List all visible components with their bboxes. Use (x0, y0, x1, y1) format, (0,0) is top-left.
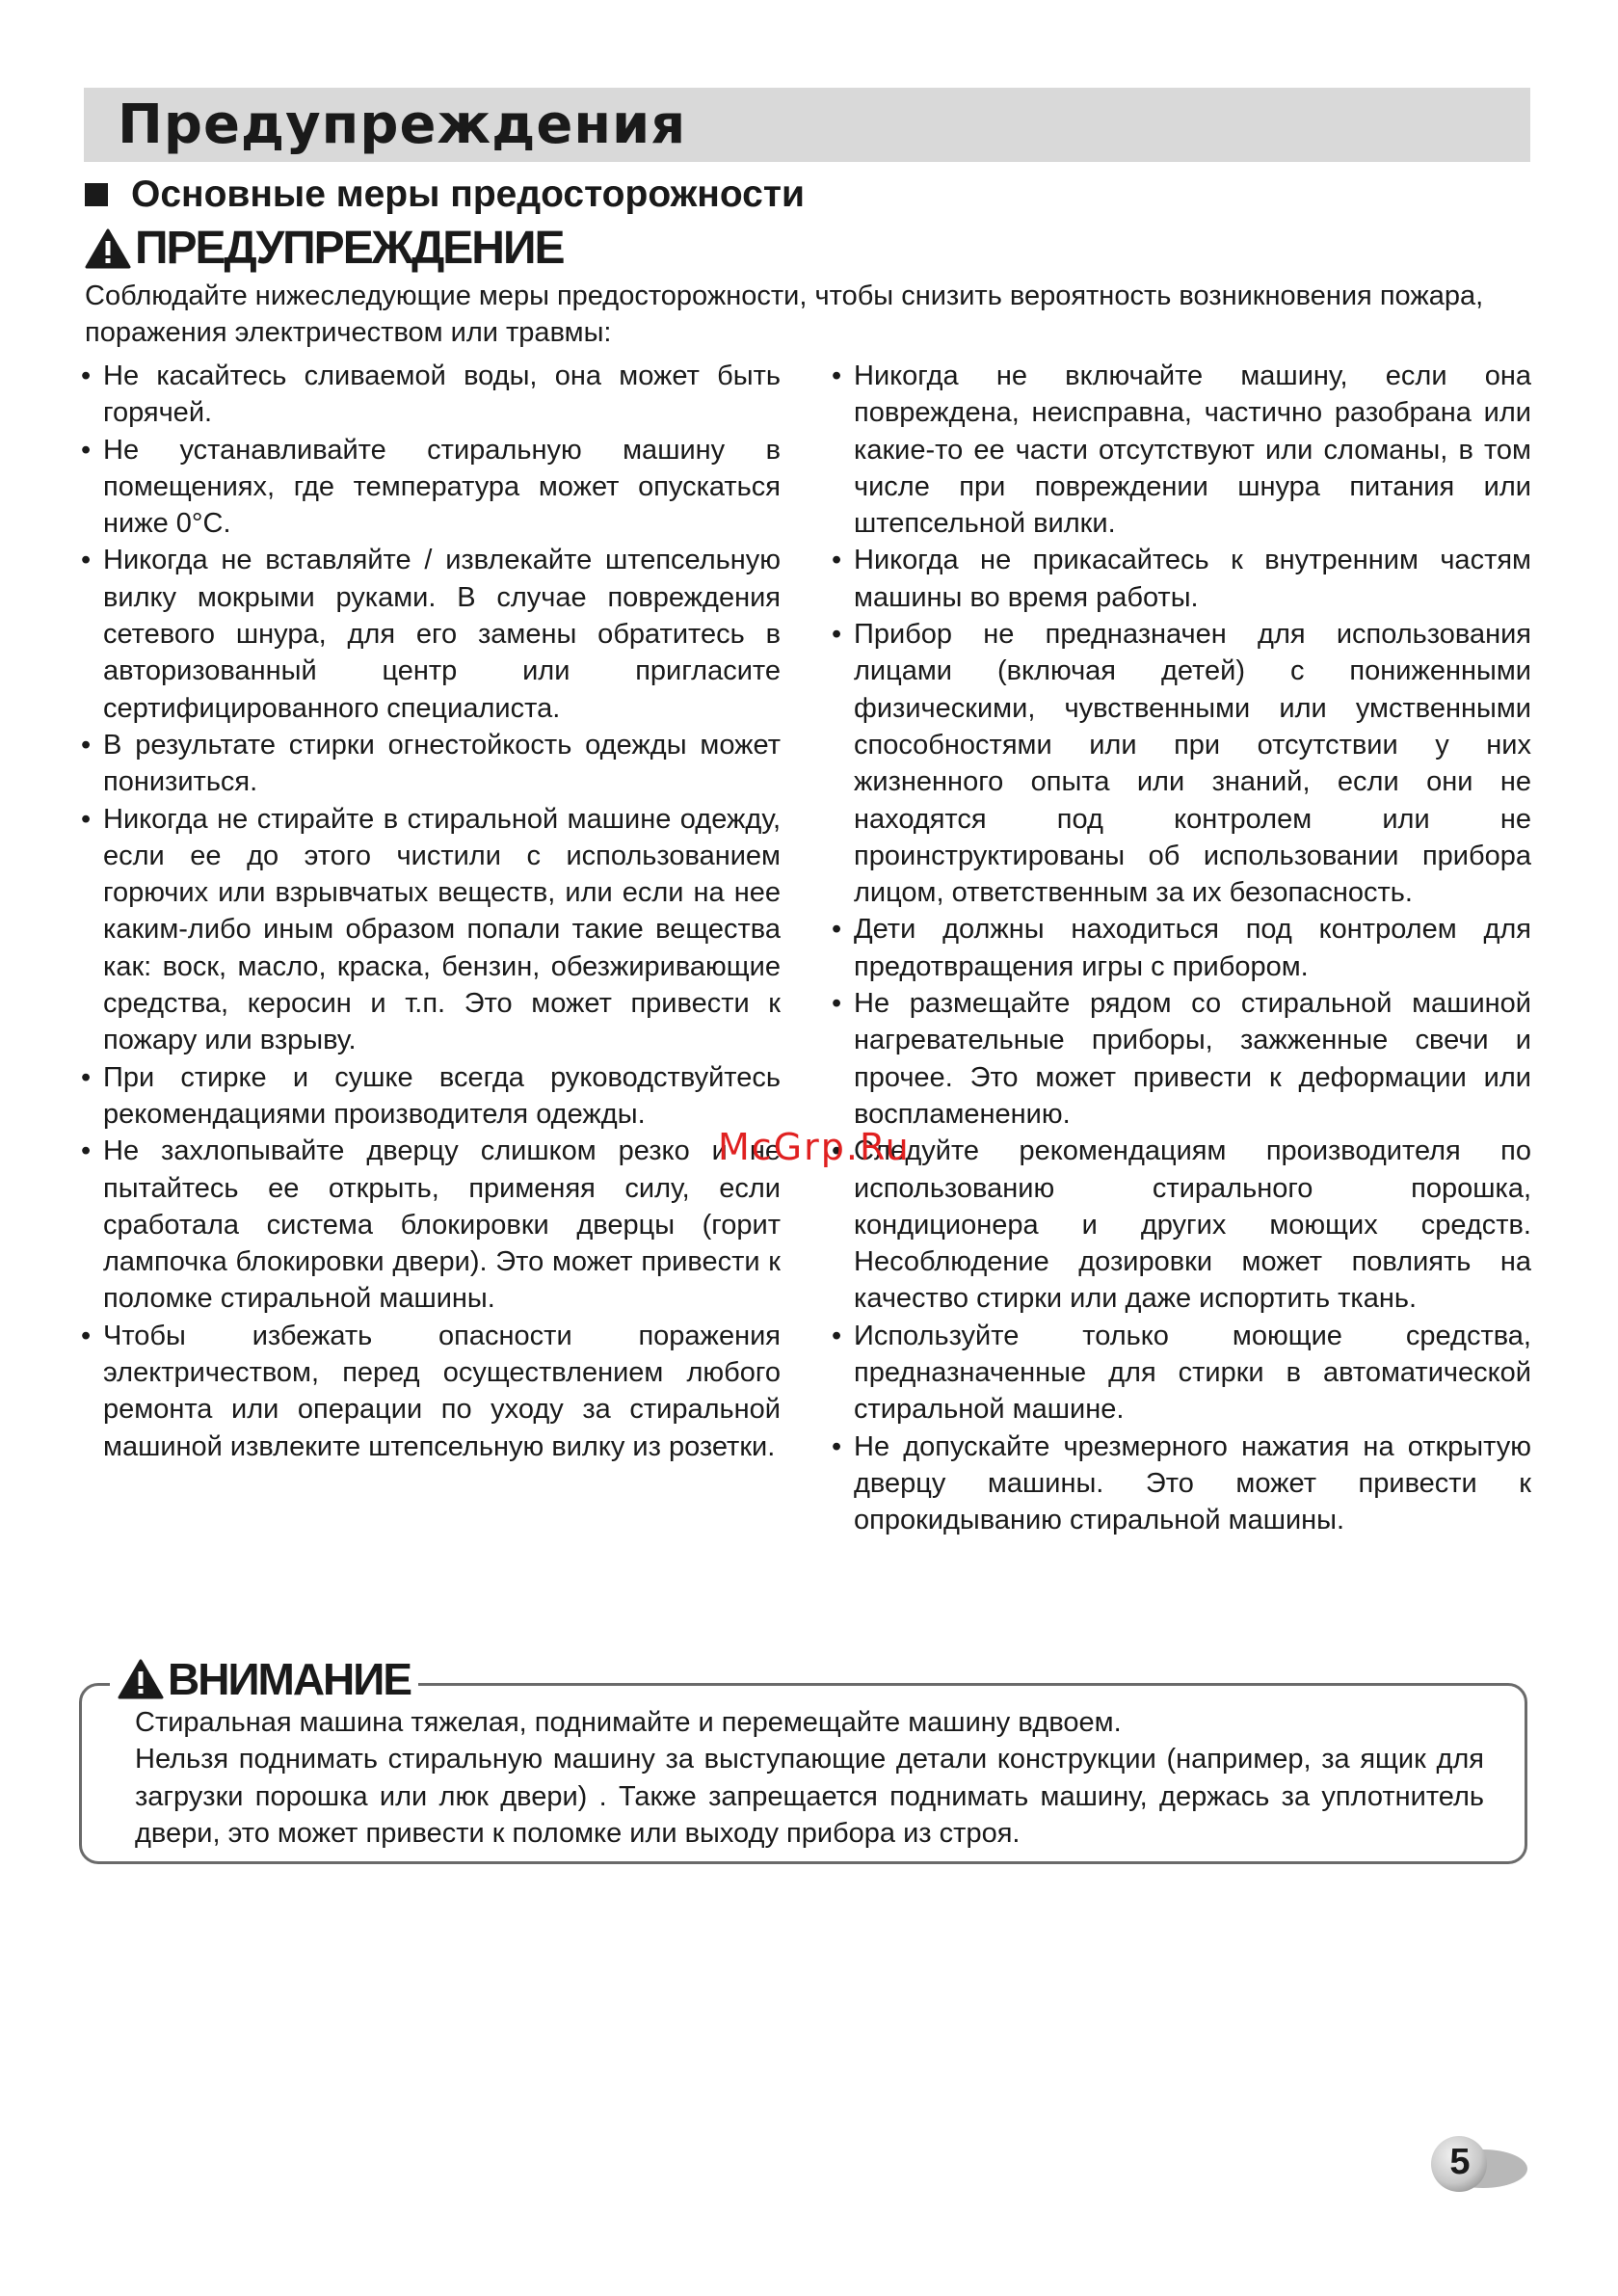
list-item: • Следуйте рекомендациям производителя по использованию стирального порошка, кондиционера и других моющих средств. Несоблюдение дозировки может повлиять на качество стирки или даже испортить ткань. (832, 1133, 1531, 1317)
warning-heading (85, 222, 563, 275)
list-item: • Используйте только моющие средства, предназначенные для стирки в автоматической стиральной машине. (832, 1318, 1531, 1428)
list-item: • Дети должны находиться под контролем для предотвращения игры с прибором. (832, 911, 1531, 985)
list-item: • Не размещайте рядом со стиральной машиной нагревательные приборы, зажженные свечи и прочее. Это может привести к деформации или воспламенению. (832, 985, 1531, 1133)
page-title: Предупреждения (118, 93, 687, 156)
warning-triangle-icon (118, 1659, 164, 1699)
square-bullet-icon (85, 183, 108, 206)
list-item: • Никогда не включайте машину, если она повреждена, неисправна, частично разобрана или какие-то ее части отсутствуют или сломаны, в том числе при повреждении шнура питания или штепсельной вилки. (832, 358, 1531, 542)
list-item: • Не устанавливайте стиральную машину в помещениях, где температура может опускаться ниже 0°С. (81, 432, 781, 543)
caution-heading (110, 1653, 418, 1705)
caution-text (135, 1704, 1484, 1852)
page-number: 5 (1449, 2142, 1471, 2182)
caution-line-2: Нельзя поднимать стиральную машину за выступающие детали конструкции (например, за ящик для загрузки порошка или люк двери) . Также запрещается поднимать машину, держась за уплотнитель двери, это может привести к поломке или выходу прибора из строя. (135, 1744, 1484, 1849)
caution-heading-text: ВНИМАНИЕ (168, 1654, 411, 1704)
title-bar (84, 88, 1530, 162)
warning-heading-text: ПРЕДУПРЕЖДЕНИЕ (135, 223, 564, 274)
warning-intro: Соблюдайте нижеследующие меры предосторожности, чтобы снизить вероятность возникновения пожара, поражения электричеством или травмы: (85, 280, 1484, 348)
list-item: • Никогда не прикасайтесь к внутренним частям машины во время работы. (832, 542, 1531, 616)
warning-list-right (832, 358, 1531, 1539)
list-item: • В результате стирки огнестойкость одежды может понизиться. (81, 727, 781, 801)
warning-triangle-icon (85, 228, 131, 269)
list-item: • При стирке и сушке всегда руководствуйтесь рекомендациями производителя одежды. (81, 1059, 781, 1134)
list-item: • Не захлопывайте дверцу слишком резко и не пытайтесь ее открыть, применяя силу, если сработала система блокировки дверцы (горит лампочка блокировки двери). Это может привести к поломке стиральной машины. (81, 1133, 781, 1317)
warning-list-left (81, 358, 781, 1465)
caution-line-1: Стиральная машина тяжелая, поднимайте и перемещайте машину вдвоем. (135, 1707, 1122, 1738)
list-item: • Чтобы избежать опасности поражения электричеством, перед осуществлением любого ремонта или операции по уходу за стиральной машиной извлеките штепсельную вилку из розетки. (81, 1318, 781, 1465)
list-item: • Никогда не стирайте в стиральной машине одежду, если ее до этого чистили с использованием горючих или взрывчатых веществ, или если на нее каким-либо иным образом попали такие вещества как: воск, масло, краска, бензин, обезжиривающие средства, керосин и т.п. Это может привести к пожару или взрыву. (81, 801, 781, 1059)
list-item: • Не касайтесь сливаемой воды, она может быть горячей. (81, 358, 781, 432)
list-item: • Прибор не предназначен для использования лицами (включая детей) с пониженными физическими, чувственными или умственными способностями или при отсутствии у них жизненного опыта или знаний, если они не находятся под контролем или не проинструктированы об использовании прибора лицом, ответственным за их безопасность. (832, 616, 1531, 911)
list-item: • Не допускайте чрезмерного нажатия на открытую дверцу машины. Это может привести к опрокидыванию стиральной машины. (832, 1428, 1531, 1539)
watermark: McGrp.Ru (718, 1126, 911, 1168)
section-title-text: Основные меры предосторожности (131, 174, 805, 215)
list-item: • Никогда не вставляйте / извлекайте штепсельную вилку мокрыми руками. В случае повреждения сетевого шнура, для его замены обратитесь в авторизованный центр или пригласите сертифицированного специалиста. (81, 542, 781, 726)
section-title (85, 174, 805, 216)
